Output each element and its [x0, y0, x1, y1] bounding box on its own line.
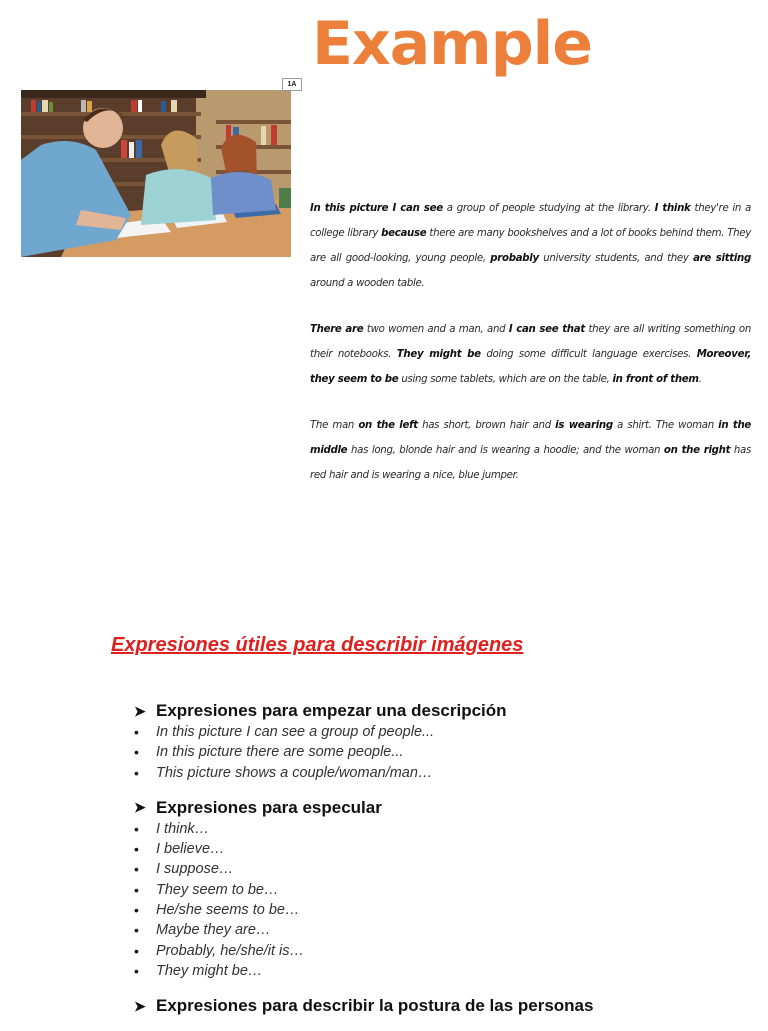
bold-phrase: Moreover, they seem to be: [310, 349, 752, 385]
text-run: a shirt. The woman: [612, 420, 719, 431]
arrow-bullet-icon: ➤: [134, 997, 146, 1014]
list-item: • I think…: [134, 819, 734, 839]
section-title: Expresiones útiles para describir imágenes: [111, 634, 524, 656]
text-run: they are all writing something on their notebooks.: [310, 324, 752, 360]
group-items: [134, 722, 734, 783]
arrow-bullet-icon: ➤: [134, 702, 146, 719]
bold-phrase: is wearing: [555, 420, 613, 431]
list-item: • I believe…: [134, 839, 734, 859]
group-heading-text: Expresiones para empezar una descripción: [156, 701, 507, 720]
figure-badge: 1A: [282, 78, 302, 91]
text-run: has long, blonde hair and is wearing a hoodie; and the woman: [347, 445, 664, 456]
text-run: there are many bookshelves and a lot of books behind them. They are all good-looking, young people,: [310, 228, 751, 264]
bold-phrase: are sitting: [693, 253, 752, 264]
paragraph-3: [310, 413, 751, 488]
text-run: two women and a man, and: [363, 324, 509, 335]
bold-phrase: There are: [310, 324, 364, 335]
bold-phrase: I can see that: [508, 324, 585, 335]
group-heading: [134, 700, 734, 722]
bold-phrase: I can see: [392, 203, 443, 214]
text-run: they're in a college library: [310, 203, 751, 239]
expressions-list: [134, 700, 734, 1031]
list-item: • Maybe they are…: [134, 920, 734, 940]
text-run: .: [698, 374, 702, 385]
text-run: a group of people studying at the library.: [442, 203, 655, 214]
list-item: • I suppose…: [134, 859, 734, 879]
text-run: doing some difficult language exercises.: [480, 349, 697, 360]
expression-group-speculate: [134, 797, 734, 981]
text-run: around a wooden table.: [310, 278, 425, 289]
bold-phrase: in front of them: [612, 374, 699, 385]
bold-phrase: They might be: [396, 349, 481, 360]
bold-phrase: on the left: [358, 420, 418, 431]
paragraph-1: [310, 196, 751, 296]
bold-phrase: I think: [654, 203, 691, 214]
bold-phrase: in the middle: [310, 420, 752, 456]
group-heading-text: Expresiones para especular: [156, 797, 382, 817]
list-item: • They seem to be…: [134, 880, 734, 900]
list-item: • In this picture I can see a group of people...: [134, 722, 734, 742]
paragraph-2: [310, 317, 751, 392]
bold-phrase: In this picture: [310, 203, 393, 214]
library-photo-illustration: [21, 90, 291, 257]
text-run: The man: [310, 420, 359, 431]
group-heading: [134, 797, 734, 819]
expression-group-posture: [134, 995, 734, 1017]
bold-phrase: probably: [490, 253, 539, 264]
expression-group-start: [134, 700, 734, 783]
bold-phrase: because: [381, 228, 427, 239]
text-run: using some tablets, which are on the table,: [398, 374, 613, 385]
list-item: • This picture shows a couple/woman/man…: [134, 763, 734, 783]
text-run: university students, and they: [538, 253, 694, 264]
list-item: • He/she seems to be…: [134, 900, 734, 920]
example-description: [310, 196, 751, 509]
list-item: • Probably, he/she/it is…: [134, 941, 734, 961]
text-run: has short, brown hair and: [417, 420, 556, 431]
text-run: has red hair and is wearing a nice, blue jumper.: [310, 445, 751, 481]
page-title: Example: [312, 9, 592, 79]
list-item: • In this picture there are some people...: [134, 742, 734, 762]
library-photo: [21, 90, 291, 257]
group-heading-text: Expresiones para describir la postura de las personas: [156, 996, 594, 1016]
group-items: [134, 819, 734, 981]
list-item: • They might be…: [134, 961, 734, 981]
bold-phrase: on the right: [663, 445, 731, 456]
arrow-bullet-icon: ➤: [134, 799, 146, 816]
group-heading: [134, 995, 734, 1017]
